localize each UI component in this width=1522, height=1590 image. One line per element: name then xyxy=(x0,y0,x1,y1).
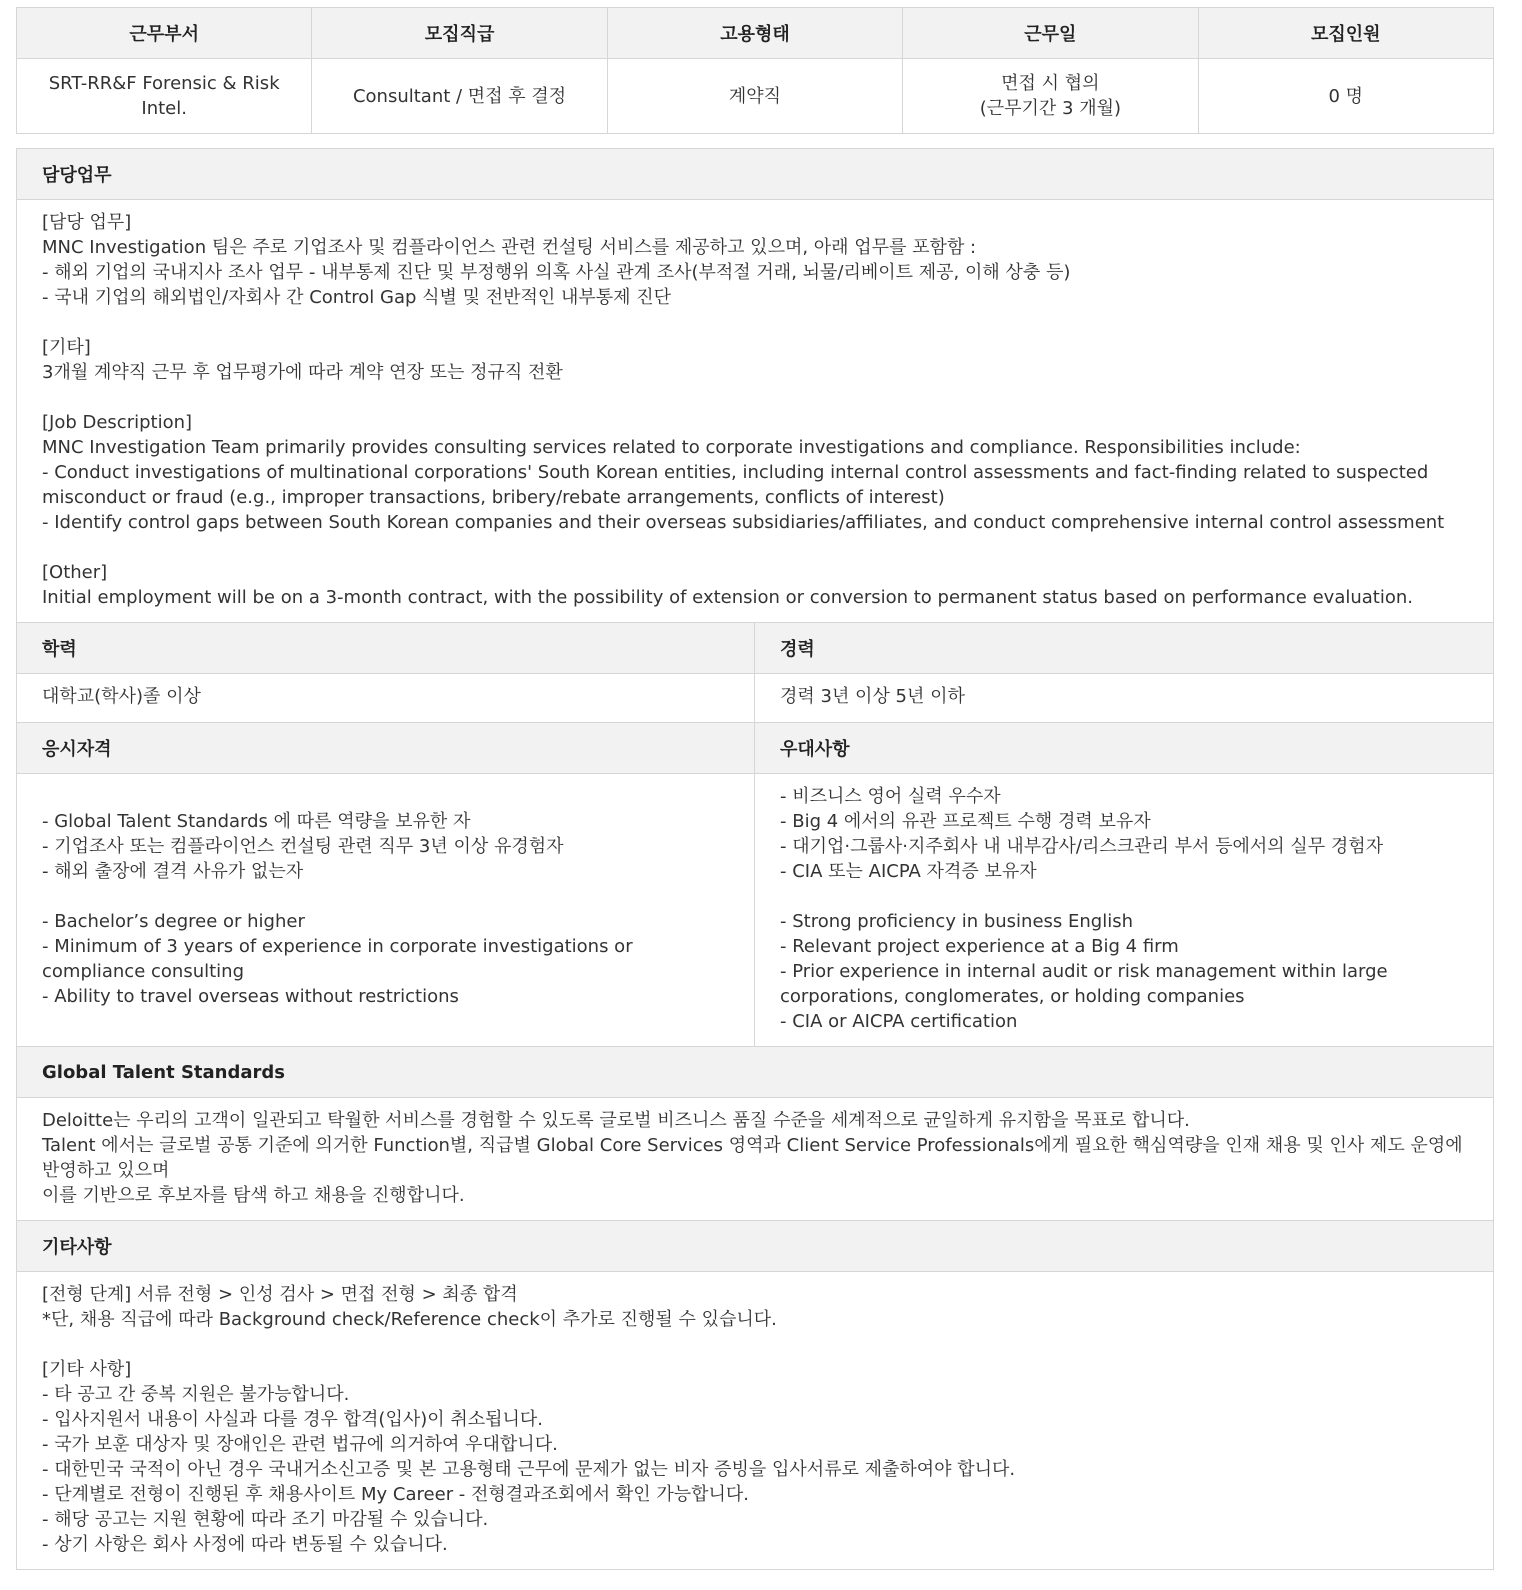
text-line: - 해당 공고는 지원 현황에 따라 조기 마감될 수 있습니다. xyxy=(42,1509,489,1530)
requirements-section xyxy=(16,622,1494,1047)
summary-header-row xyxy=(17,8,1494,59)
experience-value: 경력 3년 이상 5년 이하 xyxy=(755,674,1494,723)
duties-body xyxy=(17,200,1494,623)
work-days-value xyxy=(903,59,1198,134)
text-line xyxy=(42,884,729,909)
preferred-body xyxy=(755,774,1494,1047)
etc-title: 기타사항 xyxy=(17,1221,1494,1272)
text-line: - CIA or AICPA certification xyxy=(780,1011,1018,1032)
education-title: 학력 xyxy=(17,623,755,674)
text-line: - 국가 보훈 대상자 및 장애인은 관련 법규에 의거하여 우대합니다. xyxy=(42,1434,558,1455)
duties-section xyxy=(16,148,1494,623)
text-line: - Ability to travel overseas without restrictions xyxy=(42,986,459,1007)
department-line: Intel. xyxy=(141,98,187,119)
text-line: - Bachelor’s degree or higher xyxy=(42,911,305,932)
gts-section xyxy=(16,1046,1494,1221)
text-line: [Other] xyxy=(42,562,108,583)
text-line: - Strong proficiency in business English xyxy=(780,911,1134,932)
summary-table xyxy=(16,7,1494,134)
text-line: 이를 기반으로 후보자를 탐색 하고 채용을 진행합니다. xyxy=(42,1185,465,1206)
text-line: Talent 에서는 글로벌 공통 기준에 의거한 Function별, 직급별 Global Core Services 영역과 Client Service Professionals에게 필요한 핵심역량을 인재 채용 및 인사 제도 운영에 반영하고 있으며 xyxy=(42,1135,1469,1181)
qualifications-title: 응시자격 xyxy=(17,723,755,774)
etc-body xyxy=(17,1272,1494,1570)
text-line: - Conduct investigations of multinational corporations' South Korean entities, including internal control assessments and fact-finding related to suspected misconduct or fraud (e.g., improper transactions, bribery/rebate arrangements, conflicts of interest) xyxy=(42,462,1435,508)
text-line: Initial employment will be on a 3-month contract, with the possibility of extension or conversion to permanent status based on performance evaluation. xyxy=(42,587,1413,608)
text-line: [담당 업무] xyxy=(42,212,132,233)
text-line xyxy=(780,884,1468,909)
preferred-title: 우대사항 xyxy=(755,723,1494,774)
text-line: - 타 공고 간 중복 지원은 불가능합니다. xyxy=(42,1384,350,1405)
gts-title: Global Talent Standards xyxy=(17,1047,1494,1098)
summary-value-row xyxy=(17,59,1494,134)
header-work-days: 근무일 xyxy=(903,8,1198,59)
header-headcount: 모집인원 xyxy=(1198,8,1493,59)
text-line: - Big 4 에서의 유관 프로젝트 수행 경력 보유자 xyxy=(780,811,1151,832)
gts-body xyxy=(17,1098,1494,1221)
headcount-value: 0 명 xyxy=(1198,59,1493,134)
employment-type-value: 계약직 xyxy=(607,59,902,134)
header-department: 근무부서 xyxy=(17,8,312,59)
department-line: SRT-RR&F Forensic & Risk xyxy=(48,73,280,94)
position-value: Consultant / 면접 후 결정 xyxy=(312,59,607,134)
job-posting xyxy=(16,7,1494,1570)
text-line: - 비즈니스 영어 실력 우수자 xyxy=(780,786,1001,807)
duties-title: 담당업무 xyxy=(17,149,1494,200)
work-days-line: 면접 시 협의 xyxy=(1001,73,1100,94)
text-line: [기타] xyxy=(42,337,91,358)
text-line: - CIA 또는 AICPA 자격증 보유자 xyxy=(780,861,1037,882)
text-line: [Job Description] xyxy=(42,412,193,433)
text-line: Deloitte는 우리의 고객이 일관되고 탁월한 서비스를 경험할 수 있도록 글로벌 비즈니스 품질 수준을 세계적으로 균일하게 유지함을 목표로 합니다. xyxy=(42,1110,1190,1131)
text-line: - 기업조사 또는 컴플라이언스 컨설팅 관련 직무 3년 이상 유경험자 xyxy=(42,836,564,857)
experience-title: 경력 xyxy=(755,623,1494,674)
text-line: - 단계별로 전형이 진행된 후 채용사이트 My Career - 전형결과조회에서 확인 가능합니다. xyxy=(42,1484,750,1505)
text-line: - 대기업·그룹사·지주회사 내 내부감사/리스크관리 부서 등에서의 실무 경험자 xyxy=(780,836,1384,857)
text-line xyxy=(42,535,1468,560)
education-value: 대학교(학사)졸 이상 xyxy=(17,674,755,723)
text-line: - 상기 사항은 회사 사정에 따라 변동될 수 있습니다. xyxy=(42,1534,448,1555)
text-line: - Prior experience in internal audit or risk management within large corporations, conglomerates, or holding companies xyxy=(780,961,1394,1007)
text-line: - 해외 기업의 국내지사 조사 업무 - 내부통제 진단 및 부정행위 의혹 사실 관계 조사(부적절 거래, 뇌물/리베이트 제공, 이해 상충 등) xyxy=(42,262,1071,283)
header-position: 모집직급 xyxy=(312,8,607,59)
text-line: - Relevant project experience at a Big 4 firm xyxy=(780,936,1179,957)
text-line xyxy=(42,1332,1468,1357)
qualifications-body xyxy=(17,774,755,1047)
text-line: - 입사지원서 내용이 사실과 다를 경우 합격(입사)이 취소됩니다. xyxy=(42,1409,544,1430)
text-line: *단, 채용 직급에 따라 Background check/Reference check이 추가로 진행될 수 있습니다. xyxy=(42,1309,777,1330)
text-line: [기타 사항] xyxy=(42,1359,132,1380)
header-employment-type: 고용형태 xyxy=(607,8,902,59)
text-line xyxy=(42,310,1468,335)
department-value xyxy=(17,59,312,134)
text-line: - Global Talent Standards 에 따른 역량을 보유한 자 xyxy=(42,811,471,832)
text-line: [전형 단계] 서류 전형 > 인성 검사 > 면접 전형 > 최종 합격 xyxy=(42,1284,518,1305)
text-line: 3개월 계약직 근무 후 업무평가에 따라 계약 연장 또는 정규직 전환 xyxy=(42,362,563,383)
text-line: - 해외 출장에 결격 사유가 없는자 xyxy=(42,861,304,882)
text-line xyxy=(42,385,1468,410)
work-days-line: (근무기간 3 개월) xyxy=(979,98,1121,119)
etc-section xyxy=(16,1220,1494,1570)
text-line: - Identify control gaps between South Korean companies and their overseas subsidiaries/affiliates, and conduct comprehensive internal control assessment xyxy=(42,512,1445,533)
text-line: - Minimum of 3 years of experience in corporate investigations or compliance consulting xyxy=(42,936,639,982)
text-line: MNC Investigation 팀은 주로 기업조사 및 컴플라이언스 관련 컨설팅 서비스를 제공하고 있으며, 아래 업무를 포함함 : xyxy=(42,237,977,258)
text-line: MNC Investigation Team primarily provides consulting services related to corporate investigations and compliance. Responsibilities include: xyxy=(42,437,1301,458)
text-line: - 대한민국 국적이 아닌 경우 국내거소신고증 및 본 고용형태 근무에 문제가 없는 비자 증빙을 입사서류로 제출하여야 합니다. xyxy=(42,1459,1016,1480)
text-line: - 국내 기업의 해외법인/자회사 간 Control Gap 식별 및 전반적인 내부통제 진단 xyxy=(42,287,672,308)
